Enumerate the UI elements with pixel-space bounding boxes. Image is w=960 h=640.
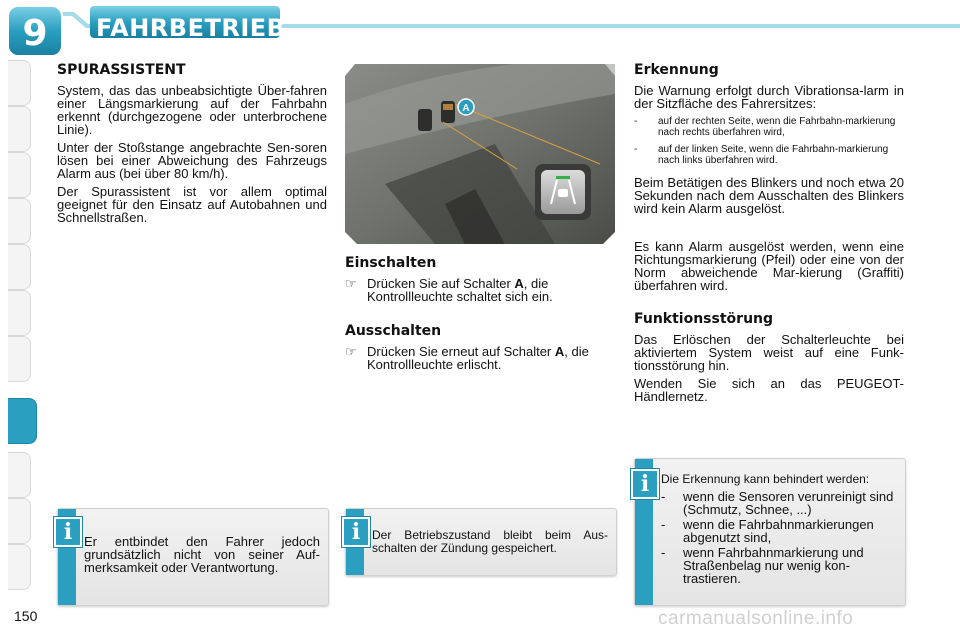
page-number: 150 — [14, 608, 38, 624]
info-icon: i — [342, 517, 370, 547]
list-item: - wenn Fahrbahnmarkierung und Straßenbelag nur wenig kon-trastieren. — [661, 545, 864, 586]
info-box-verantwortung: i Er entbindet den Fahrer jedoch grundsätzlich nicht von seiner Auf-merksamkeit oder Verantwortung. — [57, 508, 329, 606]
list-item: - wenn die Fahrbahnmarkierungen abgenutzt sind, — [661, 517, 874, 545]
button-a-marker — [458, 99, 474, 115]
chapter-number: 9 — [22, 12, 48, 54]
chapter-tab[interactable] — [8, 60, 31, 106]
paragraph: Beim Betätigen des Blinkers und noch etwa 20 Sekunden nach dem Ausschalten des Blinkers wird kein Alarm ausgelöst. — [634, 175, 904, 216]
section-heading-ausschalten: Ausschalten — [345, 323, 442, 339]
info-box-betriebszustand: i Der Betriebszustand bleibt beim Aus-schalten der Zündung gespeichert. — [345, 508, 617, 576]
detection-list — [634, 116, 904, 166]
list-item: - wenn die Sensoren verunreinigt sind (Schmutz, Schnee, ...) — [661, 489, 894, 517]
chapter-tab[interactable] — [8, 106, 31, 152]
section-heading: SPURASSISTENT — [57, 62, 186, 78]
column-spurassistent — [57, 62, 327, 229]
chapter-tab-active[interactable] — [8, 398, 37, 444]
paragraph: Die Warnung erfolgt durch Vibrationsa-larm in der Sitzfläche des Fahrersitzes: — [634, 83, 904, 111]
chapter-tab[interactable] — [8, 452, 31, 498]
section-heading-erkennung: Erkennung — [634, 62, 719, 78]
chapter-tabs — [0, 60, 40, 580]
instruction-ausschalten: ☞ Drücken Sie erneut auf Schalter A, die Kontrollleuchte erlischt. — [345, 344, 589, 372]
chapter-tab[interactable] — [8, 198, 31, 244]
paragraph: Unter der Stoßstange angebrachte Sen-soren lösen bei einer Abweichung des Fahrzeugs Alarm aus (bei über 80 km/h). — [57, 140, 327, 181]
chapter-tab[interactable] — [8, 544, 31, 590]
column-erkennung — [634, 62, 904, 408]
paragraph: Das Erlöschen der Schalterleuchte bei aktiviertem System weist auf eine Funk-tionsstörung hin. — [634, 332, 904, 373]
instruction-einschalten: ☞ Drücken Sie auf Schalter A, die Kontrollleuchte schaltet sich ein. — [345, 276, 553, 304]
chapter-tab[interactable] — [8, 290, 31, 336]
chapter-tab[interactable] — [8, 152, 31, 198]
pointing-hand-icon: ☞ — [345, 276, 357, 291]
watermark: carmanualsonline.info — [658, 608, 854, 629]
button-a-label: A — [462, 103, 470, 114]
list-item: - auf der linken Seite, wenn die Fahrbahn-markierung nach links überfahren wird. — [634, 144, 889, 166]
section-heading-funktionsstoerung: Funktionsstörung — [634, 311, 774, 327]
info-icon: i — [631, 469, 659, 499]
column-bedienung — [345, 255, 615, 377]
info-box-erkennung-behindert: i Die Erkennung kann behindert werden: - wenn die Sensoren verunreinigt sind (Schmutz, Schnee, ...) - wenn die Fahrbahnmarkierungen abgenutzt sind, - wenn Fahrbahnmarkierung und Straßenbelag nur wenig kon-trastieren. — [634, 458, 906, 606]
chapter-tab[interactable] — [8, 244, 31, 290]
dashboard-switch-photo — [345, 64, 615, 244]
paragraph: Der Spurassistent ist vor allem optimal geeignet für den Einsatz auf Autobahnen und Schnellstraßen. — [57, 184, 327, 225]
page-title: FAHRBETRIEB — [96, 14, 286, 42]
list-item: - auf der rechten Seite, wenn die Fahrbahn-markierung nach rechts überfahren wird, — [634, 116, 896, 138]
key-a: A — [514, 276, 524, 291]
page-header — [0, 0, 960, 60]
key-a: A — [554, 344, 565, 359]
chapter-tab[interactable] — [8, 336, 31, 382]
paragraph: Wenden Sie sich an das PEUGEOT-Händlernetz. — [634, 376, 904, 404]
chapter-tab[interactable] — [8, 498, 31, 544]
pointing-hand-icon: ☞ — [345, 344, 357, 359]
section-heading-einschalten: Einschalten — [345, 255, 437, 271]
paragraph: Es kann Alarm ausgelöst werden, wenn eine Richtungsmarkierung (Pfeil) oder eine von der Norm abweichende Mar-kierung (Graffiti) überfahren wird. — [634, 239, 904, 293]
paragraph: System, das das unbeabsichtigte Über-fahren einer Längsmarkierung auf der Fahrbahn erkennt (durchgezogene oder unterbrochene Linie). — [57, 83, 327, 137]
info-icon: i — [54, 517, 82, 547]
